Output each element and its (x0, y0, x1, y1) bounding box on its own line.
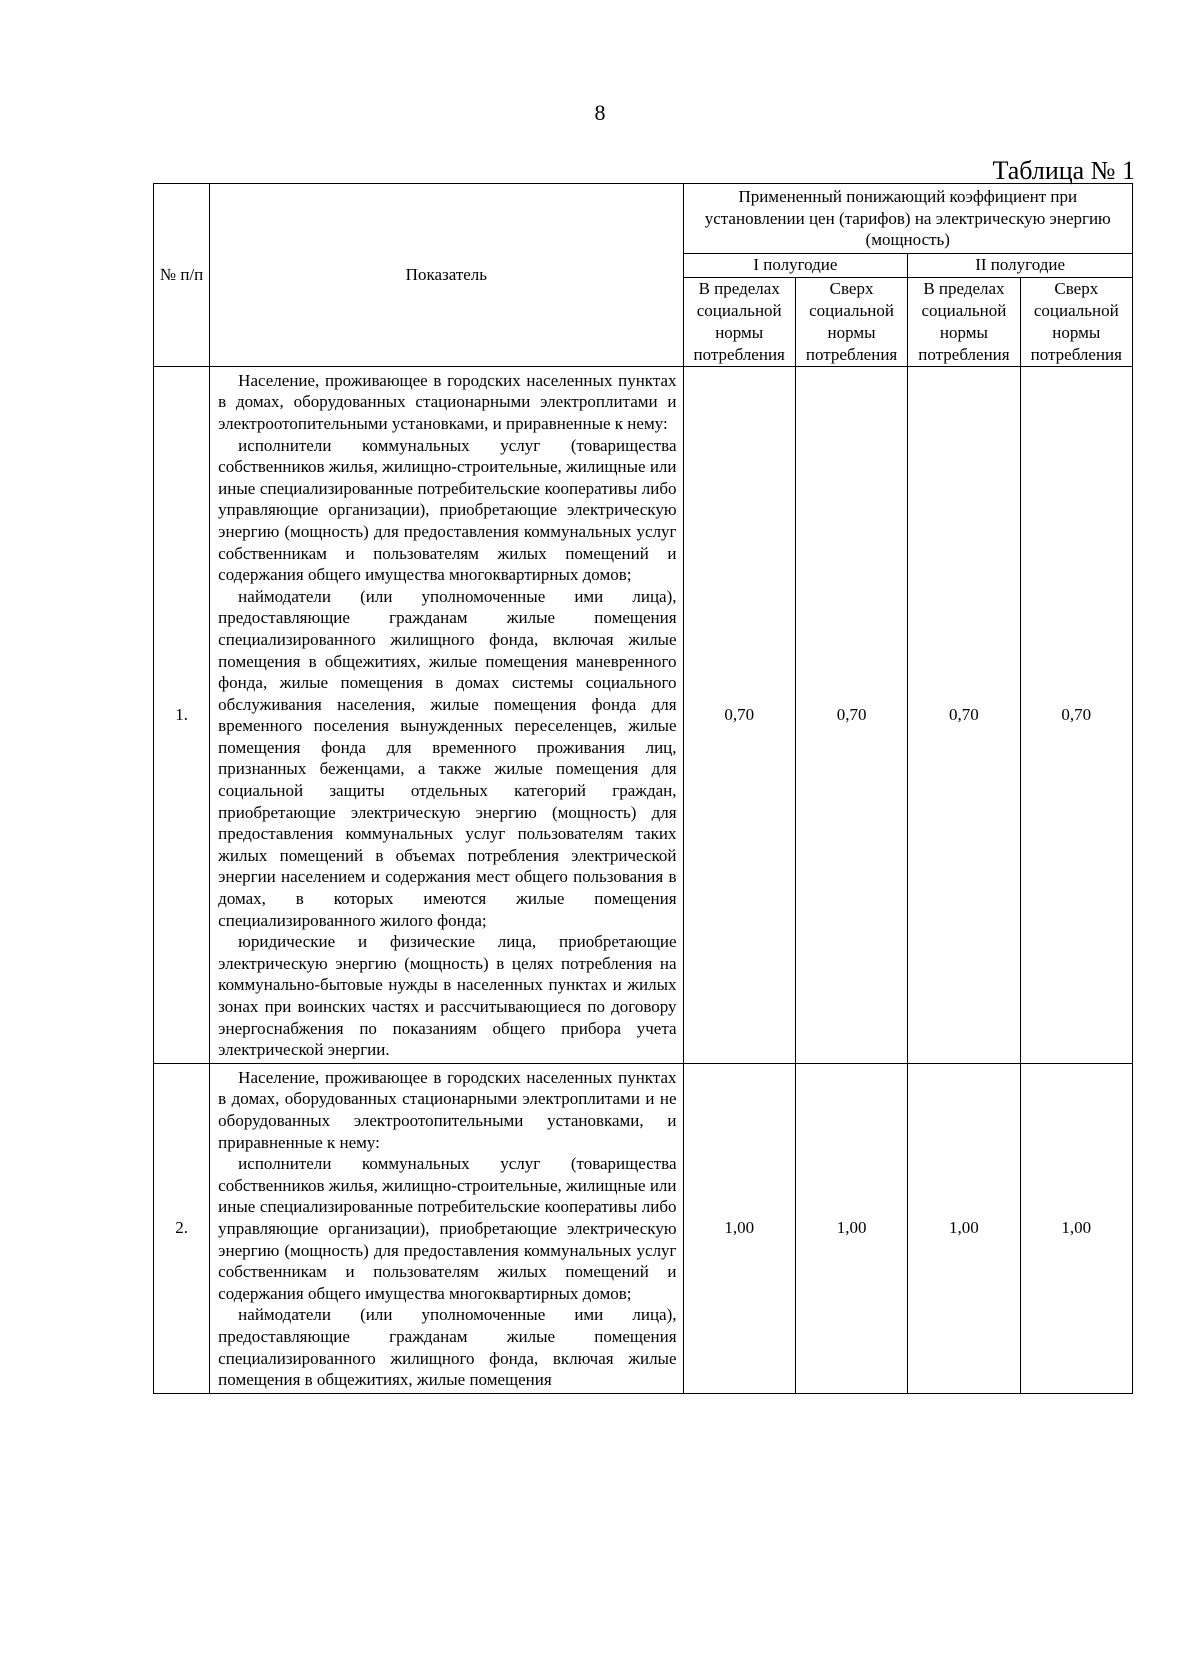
coef-value: 1,00 (795, 1063, 907, 1393)
coef-value: 1,00 (1020, 1063, 1132, 1393)
table-row (154, 1063, 1133, 1393)
coef-value: 0,70 (908, 366, 1020, 1063)
row-indicator (210, 366, 683, 1063)
coef-value: 0,70 (1020, 366, 1132, 1063)
page-number: 8 (594, 100, 606, 125)
indicator-paragraph: исполнители коммунальных услуг (товарищества собственников жилья, жилищно-строительные, жилищные или иные специализированные потребительские кооперативы либо управляющие организации), приобретающие электрическую энергию (мощность) для предоставления коммунальных услуг собственникам и пользователям жилых помещений и содержания общего имущества многоквартирных домов; (218, 435, 677, 585)
header-within-norm-2: В пределах социальной нормы потребления (908, 277, 1020, 366)
coef-value: 1,00 (908, 1063, 1020, 1393)
row-number: 2. (154, 1063, 210, 1393)
indicator-paragraph: Население, проживающее в городских населенных пунктах в домах, оборудованных стационарными электроплитами и электроотопительными установками, и приравненные к нему: (218, 370, 677, 433)
header-above-norm-1: Сверх социальной нормы потребления (795, 277, 907, 366)
table-caption: Таблица № 1 (992, 156, 1135, 185)
coef-value: 0,70 (795, 366, 907, 1063)
table-row (154, 366, 1133, 1063)
coef-value: 0,70 (683, 366, 795, 1063)
indicator-paragraph: Население, проживающее в городских населенных пунктах в домах, оборудованных стационарными электроплитами и не оборудованных электроотопительными установками, и приравненные к нему: (218, 1067, 677, 1152)
indicator-paragraph: наймодатели (или уполномоченные ими лица), предоставляющие гражданам жилые помещения специализированного жилищного фонда, включая жилые помещения в общежитиях, жилые помещения маневренного фонда, жилые помещения в домах системы социального обслуживания населения, жилые помещения фонда для временного поселения вынужденных переселенцев, жилые помещения фонда для временного проживания лиц, признанных беженцами, а также жилые помещения для социальной защиты отдельных категорий граждан, приобретающие электрическую энергию (мощность) для предоставления коммунальных услуг пользователям таких жилых помещений в объемах потребления электрической энергии населением и содержания мест общего пользования в домах, в которых имеются жилые помещения специализированного жилого фонда; (218, 586, 677, 930)
row-indicator (210, 1063, 683, 1393)
indicator-paragraph: исполнители коммунальных услуг (товарищества собственников жилья, жилищно-строительные, жилищные или иные специализированные потребительские кооперативы либо управляющие организации), приобретающие электрическую энергию (мощность) для предоставления коммунальных услуг собственникам и пользователям жилых помещений и содержания общего имущества многоквартирных домов; (218, 1154, 677, 1303)
header-coefficient: Примененный понижающий коэффициент при установлении цен (тарифов) на электрическую энергию (мощность) (683, 184, 1132, 254)
row-number: 1. (154, 366, 210, 1063)
header-half-1: I полугодие (683, 253, 908, 277)
tariff-coefficient-table (153, 183, 1133, 1394)
header-within-norm-1: В пределах социальной нормы потребления (683, 277, 795, 366)
header-num: № п/п (154, 184, 210, 367)
header-half-2: II полугодие (908, 253, 1133, 277)
indicator-paragraph: юридические и физические лица, приобретающие электрическую энергию (мощность) в целях потребления на коммунально-бытовые нужды в населенных пунктах и жилых зонах при воинских частях и рассчитывающиеся по договору энергоснабжения по показаниям общего прибора учета электрической энергии. (218, 932, 677, 1060)
coef-value: 1,00 (683, 1063, 795, 1393)
header-above-norm-2: Сверх социальной нормы потребления (1020, 277, 1132, 366)
indicator-paragraph: наймодатели (или уполномоченные ими лица), предоставляющие гражданам жилые помещения специализированного жилищного фонда, включая жилые помещения в общежитиях, жилые помещения (218, 1305, 677, 1390)
header-indicator: Показатель (210, 184, 683, 367)
